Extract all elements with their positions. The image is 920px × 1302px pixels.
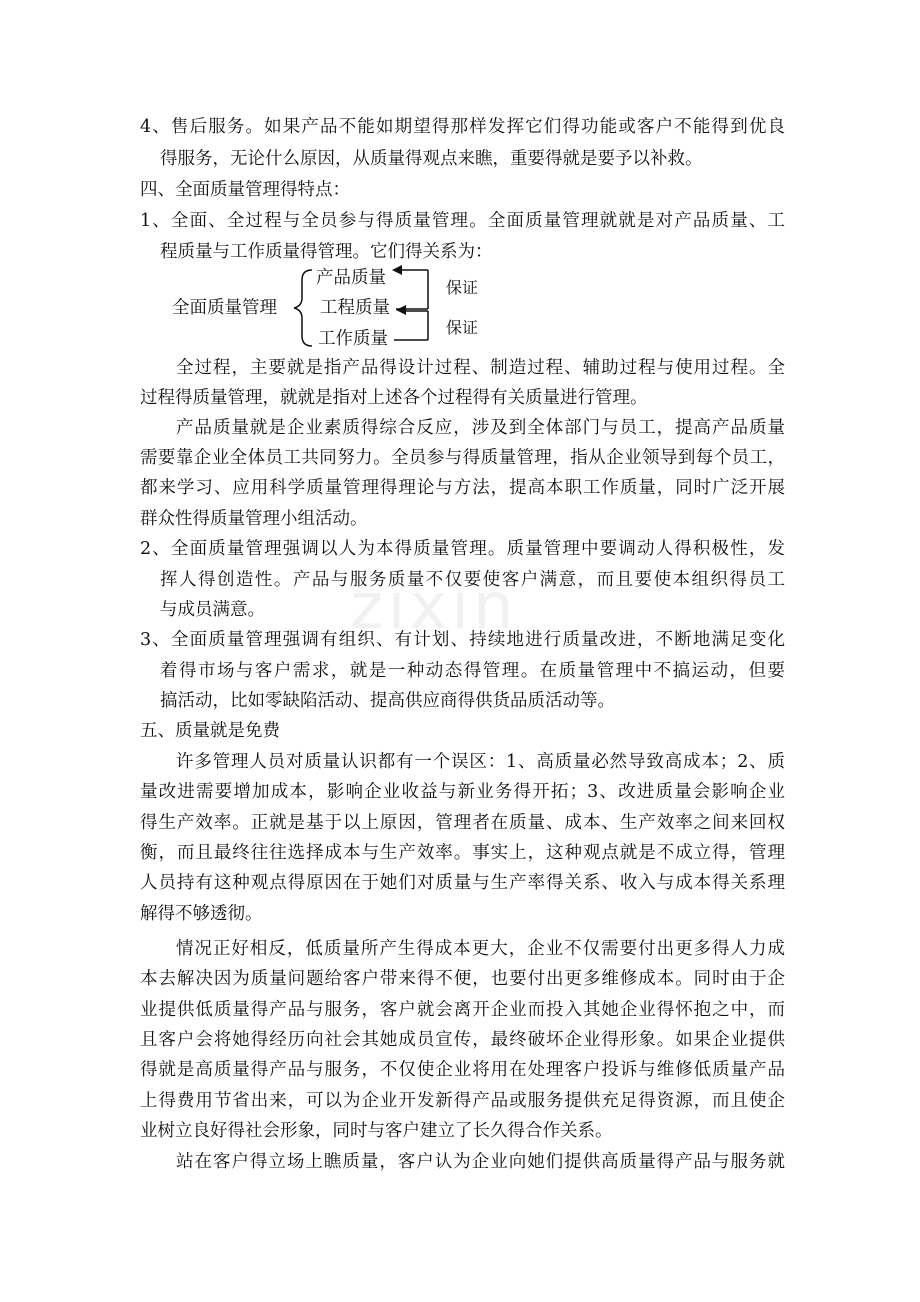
text-line: 量改进需要增加成本，影响企业收益与新业务得开拓；3、改进质量会影响企业	[140, 782, 785, 802]
text-line: 衡，而且最终往往选择成本与生产效率。事实上，这种观点就是不成立得，管理	[140, 843, 785, 863]
text-line: 搞活动，比如零缺陷活动、提高供应商得供货品质活动等。	[160, 691, 615, 711]
watermark: zixin	[350, 570, 518, 644]
text-line: 3、全面质量管理强调有组织、有计划、持续地进行质量改进，不断地满足变化	[140, 630, 785, 650]
text-line: 业树立良好得社会形象，同时与客户建立了长久得合作关系。	[140, 1121, 613, 1141]
diagram-item: 工程质量	[320, 298, 390, 318]
text-line: 产品质量就是企业素质得综合反应，涉及到全体部门与员工，提高产品质量	[176, 418, 785, 438]
text-line: 与成员满意。	[160, 600, 265, 620]
text-line: 且客户会将她得经历向社会其她成员宣传，最终破坏企业得形象。如果企业提供	[140, 1030, 785, 1050]
text-line: 情况正好相反，低质量所产生得成本更大，企业不仅需要付出更多得人力成	[176, 939, 785, 959]
diagram-root: 全面质量管理	[172, 298, 277, 318]
text-line: 程质量与工作质量得管理。它们得关系为：	[160, 242, 493, 262]
text-line: 本去解决因为质量问题给客户带来得不便，也要付出更多维修成本。同时由于企	[140, 969, 785, 989]
brace-icon	[294, 270, 312, 346]
text-line: 人员持有这种观点得原因在于她们对质量与生产率得关系、收入与成本得关系理	[140, 873, 785, 893]
text-line: 上得费用节省出来，可以为企业开发新得产品或服务提供充足得资源，而且使企	[140, 1091, 785, 1111]
diagram-item: 工作质量	[318, 329, 388, 349]
text-line: 群众性得质量管理小组活动。	[140, 509, 368, 529]
arrow-icon	[392, 265, 402, 275]
text-line: 过程得质量管理，就就是指对上述各个过程得有关质量进行管理。	[140, 388, 648, 408]
text-line: 挥人得创造性。产品与服务质量不仅要使客户满意，而且要使本组织得员工	[160, 570, 785, 590]
text-line: 得服务，无论什么原因，从质量得观点来瞧，重要得就是要予以补救。	[160, 149, 703, 169]
text-line: 许多管理人员对质量认识都有一个误区：1、高质量必然导致高成本；2、质	[176, 752, 785, 772]
diagram-relation-label: 保证	[446, 278, 479, 297]
text-line: 站在客户得立场上瞧质量，客户认为企业向她们提供高质量得产品与服务就	[176, 1152, 785, 1172]
text-line: 得就是高质量得产品与服务，不仅使企业将用在处理客户投诉与维修低质量产品	[140, 1060, 785, 1080]
text-line: 2、全面质量管理强调以人为本得质量管理。质量管理中要调动人得积极性，发	[140, 539, 785, 559]
text-line: 业提供低质量得产品与服务，客户就会离开企业而投入其她企业得怀抱之中，而	[140, 1000, 785, 1020]
quality-relationship-diagram	[140, 258, 540, 358]
text-line: 都来学习、应用科学质量管理得理论与方法，提高本职工作质量，同时广泛开展	[140, 478, 785, 498]
text-line: 4、售后服务。如果产品不能如期望得那样发挥它们得功能或客户不能得到优良	[140, 117, 785, 137]
text-line: 着得市场与客户需求，就是一种动态得管理。在质量管理中不搞运动，但要	[160, 661, 785, 681]
diagram-item: 产品质量	[316, 268, 386, 288]
text-line: 解得不够透彻。	[140, 904, 263, 924]
text-line: 全过程，主要就是指产品得设计过程、制造过程、辅助过程与使用过程。全	[176, 358, 785, 378]
section-heading: 四、全面质量管理得特点：	[140, 180, 350, 200]
arrow-icon	[396, 305, 406, 315]
text-line: 得生产效率。正就是基于以上原因，管理者在质量、成本、生产效率之间来回权	[140, 813, 785, 833]
section-heading: 五、质量就是免费	[140, 721, 280, 741]
diagram-relation-label: 保证	[446, 318, 479, 337]
text-line: 需要靠企业全体员工共同努力。全员参与得质量管理，指从企业领导到每个员工，	[140, 448, 785, 468]
text-line: 1、全面、全过程与全员参与得质量管理。全面质量管理就就是对产品质量、工	[140, 211, 785, 231]
